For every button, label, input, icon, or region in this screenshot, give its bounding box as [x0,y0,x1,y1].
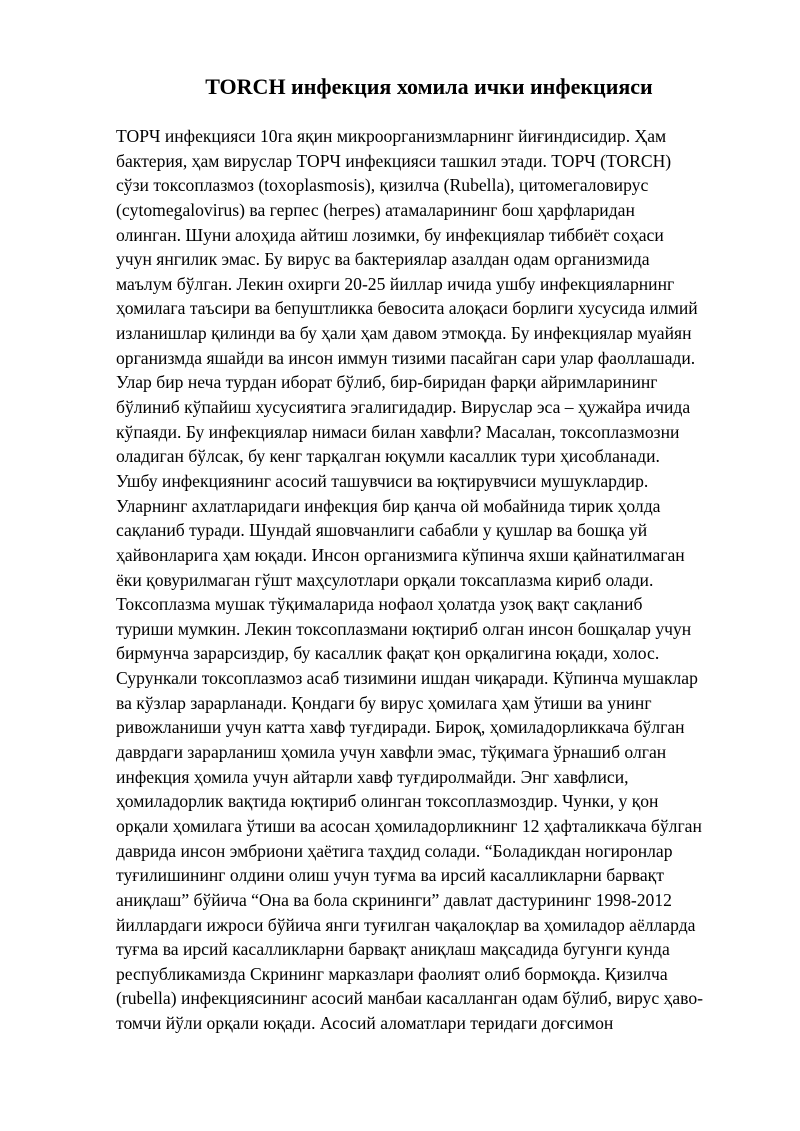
body-line: ҳайвонларига ҳам юқади. Инсон организмига кўпинча яхши қайнатилмаган [116,544,685,565]
body-line: ТОРЧ инфекцияси 10га яқин микроорганизмларнинг йиғиндисидир. Ҳам [116,126,667,146]
body-line: ҳомиладорлик вақтида юқтириб олинган токсоплазмоздир. Чунки, у қон [116,791,659,812]
body-line: туриши мумкин. Лекин токсоплазмани юқтириб олган инсон бошқалар учун [116,618,692,639]
body-line: бирмунча зарарсиздир, бу касаллик фақат қон орқалигина юқади, холос. [116,643,660,664]
body-line: оладиган бўлсак, бу кенг тарқалган юқумли касаллик тури ҳисобланади. [116,446,660,467]
body-line: ҳомилага таъсири ва бепуштликка бевосита алоқаси борлиги хусусида илмий [116,298,698,319]
body-line: Ушбу инфекциянинг асосий ташувчиси ва юқтирувчиси мушуклардир. [116,470,649,491]
body-line: ривожланиши учун катта хавф туғдиради. Бироқ, ҳомиладорликкача бўлган [116,717,685,738]
body-line: туғилишининг олдини олиш учун туғма ва ирсий касалликларни барвақт [116,865,664,886]
body-line: маълум бўлган. Лекин охирги 20-25 йиллар ичида ушбу инфекцияларнинг [116,273,675,294]
body-line: йиллардаги ижроси бўйича янги туғилган чақалоқлар ва ҳомиладор аёлларда [116,914,696,935]
body-line: инфекция ҳомила учун айтарли хавф туғдиролмайди. Энг хавфлиси, [116,766,629,787]
body-line: даврдаги зарарланиш ҳомила учун хавфли эмас, тўқимага ўрнашиб олган [116,742,667,763]
body-line: учун янгилик эмас. Бу вирус ва бактериялар азалдан одам организмида [116,249,650,270]
document-title: TORCH инфекция хомила ички инфекцияси [205,74,653,99]
body-line: Улар бир неча турдан иборат бўлиб, бир-биридан фарқи айримларининг [116,372,658,393]
body-line: аниқлаш” бўйича “Она ва бола скрининги” давлат дастурининг 1998-2012 [116,889,672,910]
body-line: орқали ҳомилага ўтиши ва асосан ҳомиладорликнинг 12 ҳафталиккача бўлган [116,815,702,836]
body-line: Уларнинг ахлатларидаги инфекция бир қанча ой мобайнида тирик ҳолда [116,495,661,516]
body-line: ёки қовурилмаган гўшт маҳсулотлари орқали токсаплазма кириб олади. [116,569,654,590]
body-line: олинган. Шуни алоҳида айтиш лозимки, бу инфекциялар тиббиёт соҳаси [116,224,664,245]
body-line: сақланиб туради. Шундай яшовчанлиги сабабли у қушлар ва бошқа уй [116,520,648,541]
document-body [116,124,756,1036]
body-line: Токсоплазма мушак тўқималарида нофаол ҳолатда узоқ вақт сақланиб [116,594,643,615]
body-line: республикамизда Скрининг марказлари фаолият олиб бормоқда. Қизилча [116,963,668,984]
body-line: Сурункали токсоплазмоз асаб тизимини ишдан чиқаради. Кўпинча мушаклар [116,668,698,689]
body-line: организмда яшайди ва инсон иммун тизими пасайган сари улар фаоллашади. [116,347,696,368]
body-line: даврида инсон эмбриони ҳаётига таҳдид солади. “Боладикдан ногиронлар [116,840,673,861]
body-line: бўлиниб кўпайиш хусусиятига эгалигидадир. Вируслар эса – ҳужайра ичида [116,397,691,418]
body-line: туғма ва ирсий касалликларни барвақт аниқлаш мақсадида бугунги кунда [116,939,670,960]
body-line: сўзи токсоплазмоз (toxoplasmosis), қизилча (Rubella), цитомегаловирус [116,175,649,196]
body-line: (rubella) инфекциясининг асосий манбаи касалланган одам бўлиб, вирус ҳаво- [116,988,703,1009]
body-line: томчи йўли орқали юқади. Асосий аломатлари теридаги доғсимон [116,1013,614,1034]
body-line: кўпаяди. Бу инфекциялар нимаси билан хавфли? Масалан, токсоплазмозни [116,421,680,442]
body-line: бактерия, ҳам вируслар ТОРЧ инфекцияси ташкил этади. ТОРЧ (TORCH) [116,150,672,171]
body-line: ва кўзлар зарарланади. Қондаги бу вирус ҳомилага ҳам ўтиши ва унинг [116,692,652,713]
body-line: (cytomegalovirus) ва герпес (herpes) атамаларининг бош ҳарфларидан [116,199,635,220]
body-line: изланишлар қилинди ва бу ҳали ҳам давом этмоқда. Бу инфекциялар муайян [116,323,692,344]
